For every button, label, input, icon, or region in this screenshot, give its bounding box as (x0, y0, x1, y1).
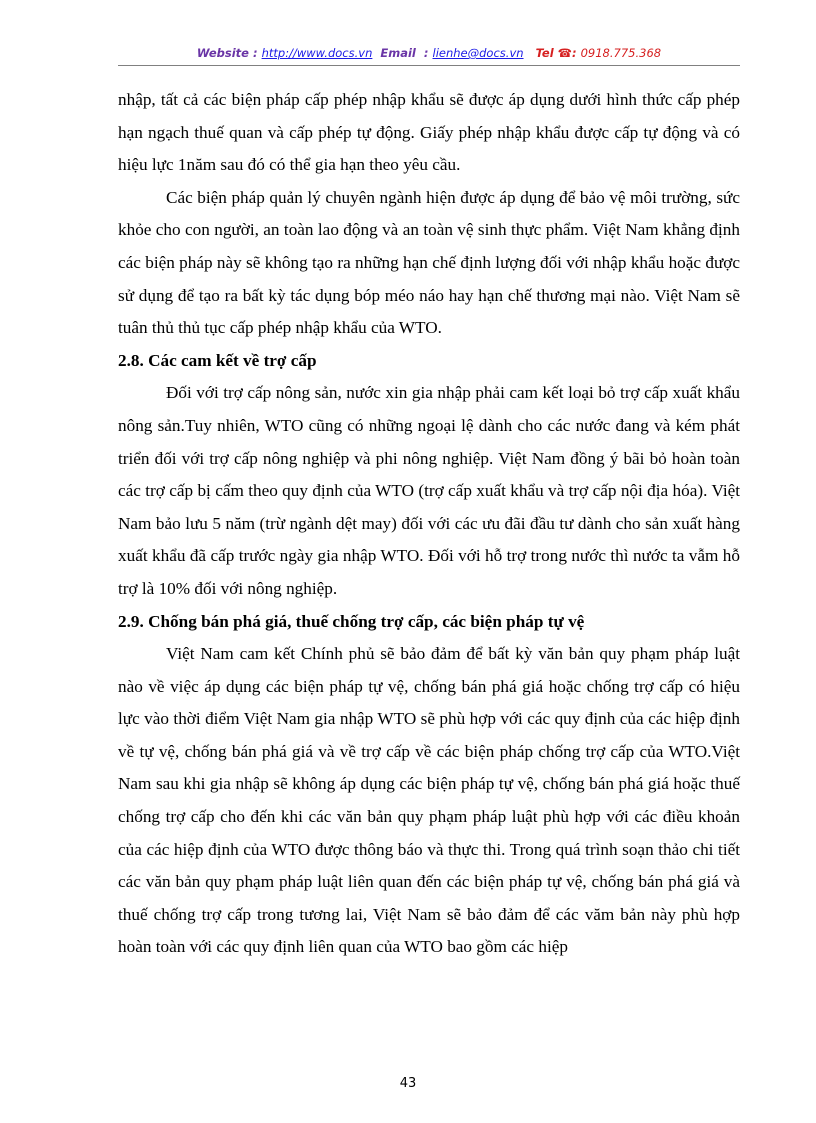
page-header (118, 46, 740, 60)
phone-number: 0918.775.368 (580, 46, 662, 60)
phone-label: Tel ☎: (535, 46, 577, 60)
paragraph-anti-dumping: Việt Nam cam kết Chính phủ sẽ bảo đảm để bất kỳ văn bản quy phạm pháp luật nào về việc áp dụng các biện pháp tự vệ, chống bán phá giá hoặc chống trợ cấp có hiệu lực vào thời điểm Việt Nam gia nhập WTO sẽ phù hợp với các quy định của các hiệp định về tự vệ, chống bán phá giá và về trợ cấp về các biện pháp chống trợ cấp của WTO.Việt Nam sau khi gia nhập sẽ không áp dụng các biện pháp tự vệ, chống bán phá giá hoặc thuế chống trợ cấp cho đến khi các văn bản quy phạm pháp luật phù hợp với các điều khoản của các hiệp định của WTO được thông báo và thực thi. Trong quá trình soạn thảo chi tiết các văn bản quy phạm pháp luật liên quan đến các biện pháp tự vệ, chống bán phá giá và thuế chống trợ cấp trong tương lai, Việt Nam sẽ bảo đảm để các văm bản này phù hợp hoàn toàn với các quy định liên quan của WTO bao gồm các hiệp (118, 644, 740, 957)
email-label: Email (380, 46, 416, 60)
email-separator: : (423, 46, 429, 60)
website-label: Website : (196, 46, 258, 60)
paragraph-management-measures: Các biện pháp quản lý chuyên ngành hiện được áp dụng để bảo vệ môi trường, sức khỏe cho con người, an toàn lao động và an toàn vệ sinh thực phẩm. Việt Nam khẳng định các biện pháp này sẽ không tạo ra những hạn chế định lượng đối với nhập khẩu hoặc được sử dụng để tạo ra bất kỳ tác dụng bóp méo náo hay hạn chế thương mại nào. Việt Nam sẽ tuân thủ thủ tục cấp phép nhập khẩu của WTO. (118, 187, 740, 338)
header-divider (118, 65, 740, 66)
paragraph-subsidies: Đối với trợ cấp nông sản, nước xin gia nhập phải cam kết loại bỏ trợ cấp xuất khẩu nông sản.Tuy nhiên, WTO cũng có những ngoại lệ dành cho các nước đang và kém phát triển đối với trợ cấp nông nghiệp và phi nông nghiệp. Việt Nam đồng ý bãi bỏ hoàn toàn các trợ cấp bị cấm theo quy định của WTO (trợ cấp xuất khẩu và trợ cấp nội địa hóa). Việt Nam bảo lưu 5 năm (trừ ngành dệt may) đối với các ưu đãi đầu tư dành cho sản xuất hàng xuất khẩu đã cấp trước ngày gia nhập WTO. Đối với hỗ trợ trong nước thì nước ta vẫm hỗ trợ là 10% đối với nông nghiệp. (118, 383, 740, 598)
document-body (118, 84, 740, 964)
paragraph-continuation: nhập, tất cả các biện pháp cấp phép nhập khẩu sẽ được áp dụng dưới hình thức cấp phép hạn ngạch thuế quan và cấp phép tự động. Giấy phép nhập khẩu được cấp tự động và có hiệu lực 1năm sau đó có thể gia hạn theo yêu cầu. (118, 90, 740, 175)
page-number: 43 (399, 1076, 417, 1091)
website-link[interactable]: http://www.docs.vn (261, 46, 373, 60)
section-heading-2-9: 2.9. Chống bán phá giá, thuế chống trợ cấp, các biện pháp tự vệ (118, 611, 585, 631)
section-heading-2-8: 2.8. Các cam kết về trợ cấp (118, 350, 317, 370)
email-link[interactable]: lienhe@docs.vn (432, 46, 524, 60)
